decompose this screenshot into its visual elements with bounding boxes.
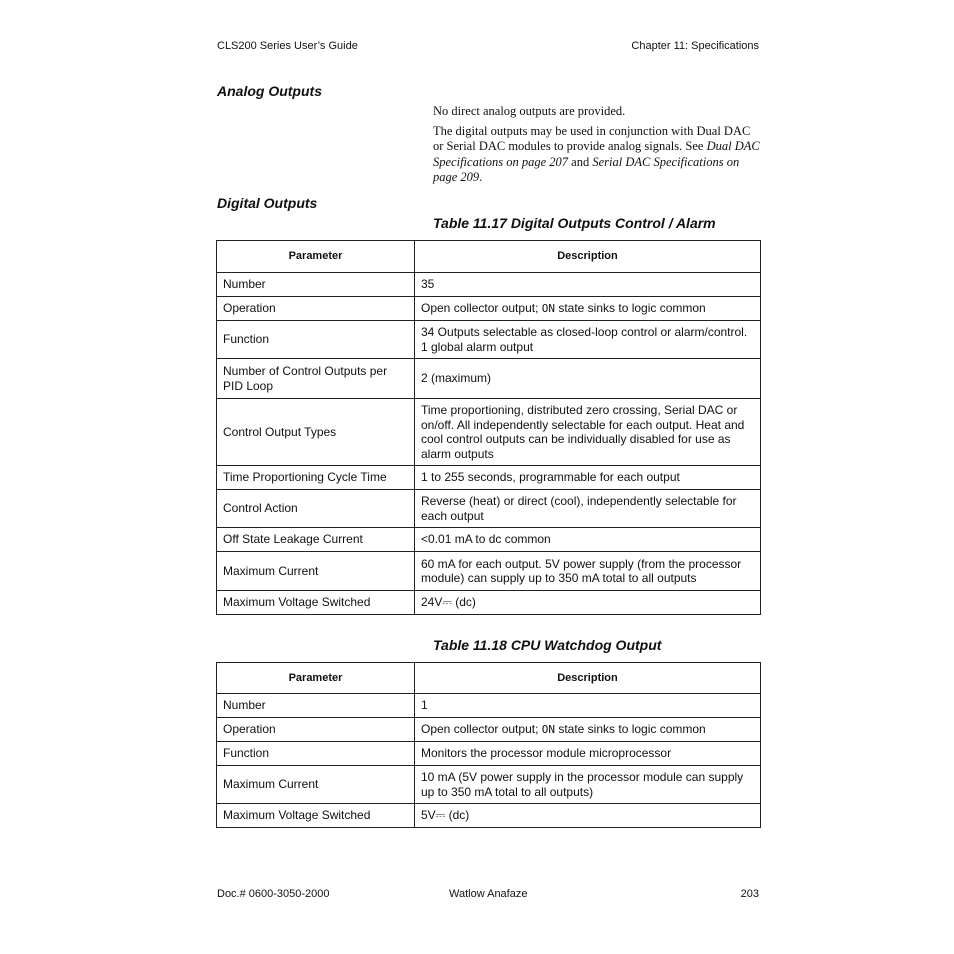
param-cell: Number: [217, 273, 415, 297]
table-header-row: [217, 663, 761, 694]
column-header-description: Description: [415, 241, 761, 273]
desc-cell: 2 (maximum): [415, 359, 761, 399]
table-row: [217, 718, 761, 742]
table-row: [217, 694, 761, 718]
analog-para-1: No direct analog outputs are provided.: [433, 104, 626, 118]
param-cell: Time Proportioning Cycle Time: [217, 466, 415, 490]
desc-text: Open collector output;: [421, 300, 542, 315]
desc-cell: [415, 297, 761, 321]
table-row: [217, 804, 761, 828]
desc-cell: 10 mA (5V power supply in the processor module can supply up to 350 mA total to all outputs): [415, 766, 761, 804]
footer-doc-number: Doc.# 0600-3050-2000: [217, 888, 330, 900]
table-row: [217, 321, 761, 359]
dual-dac-reference: Dual DAC Specifications on page 207: [433, 139, 760, 169]
serial-dac-reference: Serial DAC Specifications on page 209: [433, 154, 740, 184]
table-row: [217, 466, 761, 490]
desc-cell: Reverse (heat) or direct (cool), independently selectable for each output: [415, 490, 761, 528]
desc-cell: 60 mA for each output. 5V power supply (from the processor module) can supply up to 350 mA total to all outputs: [415, 552, 761, 591]
running-header-left: CLS200 Series User’s Guide: [217, 40, 358, 52]
table-11-18-caption: Table 11.18 CPU Watchdog Output: [433, 637, 662, 653]
cpu-watchdog-table: [216, 662, 761, 828]
table-header-row: [217, 241, 761, 273]
desc-cell: 1 to 255 seconds, programmable for each output: [415, 466, 761, 490]
param-cell: Maximum Current: [217, 766, 415, 804]
param-cell: Maximum Current: [217, 552, 415, 591]
table-row: [217, 490, 761, 528]
desc-text: Open collector output;: [421, 721, 542, 736]
analog-para-2-end: .: [479, 170, 483, 184]
desc-cell: 1: [415, 694, 761, 718]
table-row: [217, 297, 761, 321]
desc-text: state sinks to logic common: [555, 721, 706, 736]
param-cell: Function: [217, 321, 415, 359]
running-header-right: Chapter 11: Specifications: [631, 40, 759, 52]
param-cell: Operation: [217, 718, 415, 742]
on-state-code: ON: [541, 722, 555, 736]
table-11-17-caption: Table 11.17 Digital Outputs Control / Alarm: [433, 215, 716, 231]
desc-cell: Monitors the processor module microprocessor: [415, 742, 761, 766]
desc-cell: 35: [415, 273, 761, 297]
param-cell: Control Action: [217, 490, 415, 528]
column-header-parameter: Parameter: [217, 241, 415, 273]
analog-para-2: [433, 124, 761, 186]
desc-cell: <0.01 mA to dc common: [415, 528, 761, 552]
table-row: [217, 552, 761, 591]
footer-company: Watlow Anafaze: [449, 888, 528, 900]
desc-cell: 24V⎓ (dc): [415, 591, 761, 615]
table-row: [217, 742, 761, 766]
param-cell: Number of Control Outputs per PID Loop: [217, 359, 415, 399]
analog-outputs-heading: Analog Outputs: [217, 83, 322, 99]
param-cell: Control Output Types: [217, 399, 415, 466]
column-header-description: Description: [415, 663, 761, 694]
param-cell: Off State Leakage Current: [217, 528, 415, 552]
digital-outputs-table: [216, 240, 761, 615]
analog-para-2-and: and: [568, 154, 593, 169]
param-cell: Number: [217, 694, 415, 718]
table-row: [217, 399, 761, 466]
table-row: [217, 528, 761, 552]
param-cell: Operation: [217, 297, 415, 321]
column-header-parameter: Parameter: [217, 663, 415, 694]
desc-cell: Time proportioning, distributed zero crossing, Serial DAC or on/off. All independently selectable for each output. Heat and cool control outputs can be individually disabled for use as alarm outputs: [415, 399, 761, 466]
table-row: [217, 591, 761, 615]
desc-cell: 5V⎓ (dc): [415, 804, 761, 828]
analog-para-2-text: The digital outputs may be used in conjunction with Dual DAC or Serial DAC modules to provide analog signals. See: [433, 123, 751, 153]
desc-cell: 34 Outputs selectable as closed-loop control or alarm/control. 1 global alarm output: [415, 321, 761, 359]
table-row: [217, 766, 761, 804]
digital-outputs-heading: Digital Outputs: [217, 195, 318, 211]
desc-cell: [415, 718, 761, 742]
param-cell: Maximum Voltage Switched: [217, 804, 415, 828]
analog-outputs-body: [433, 104, 761, 186]
desc-text: state sinks to logic common: [555, 300, 706, 315]
table-row: [217, 273, 761, 297]
table-row: [217, 359, 761, 399]
param-cell: Maximum Voltage Switched: [217, 591, 415, 615]
on-state-code: ON: [541, 301, 555, 315]
param-cell: Function: [217, 742, 415, 766]
page-number: 203: [740, 888, 759, 900]
